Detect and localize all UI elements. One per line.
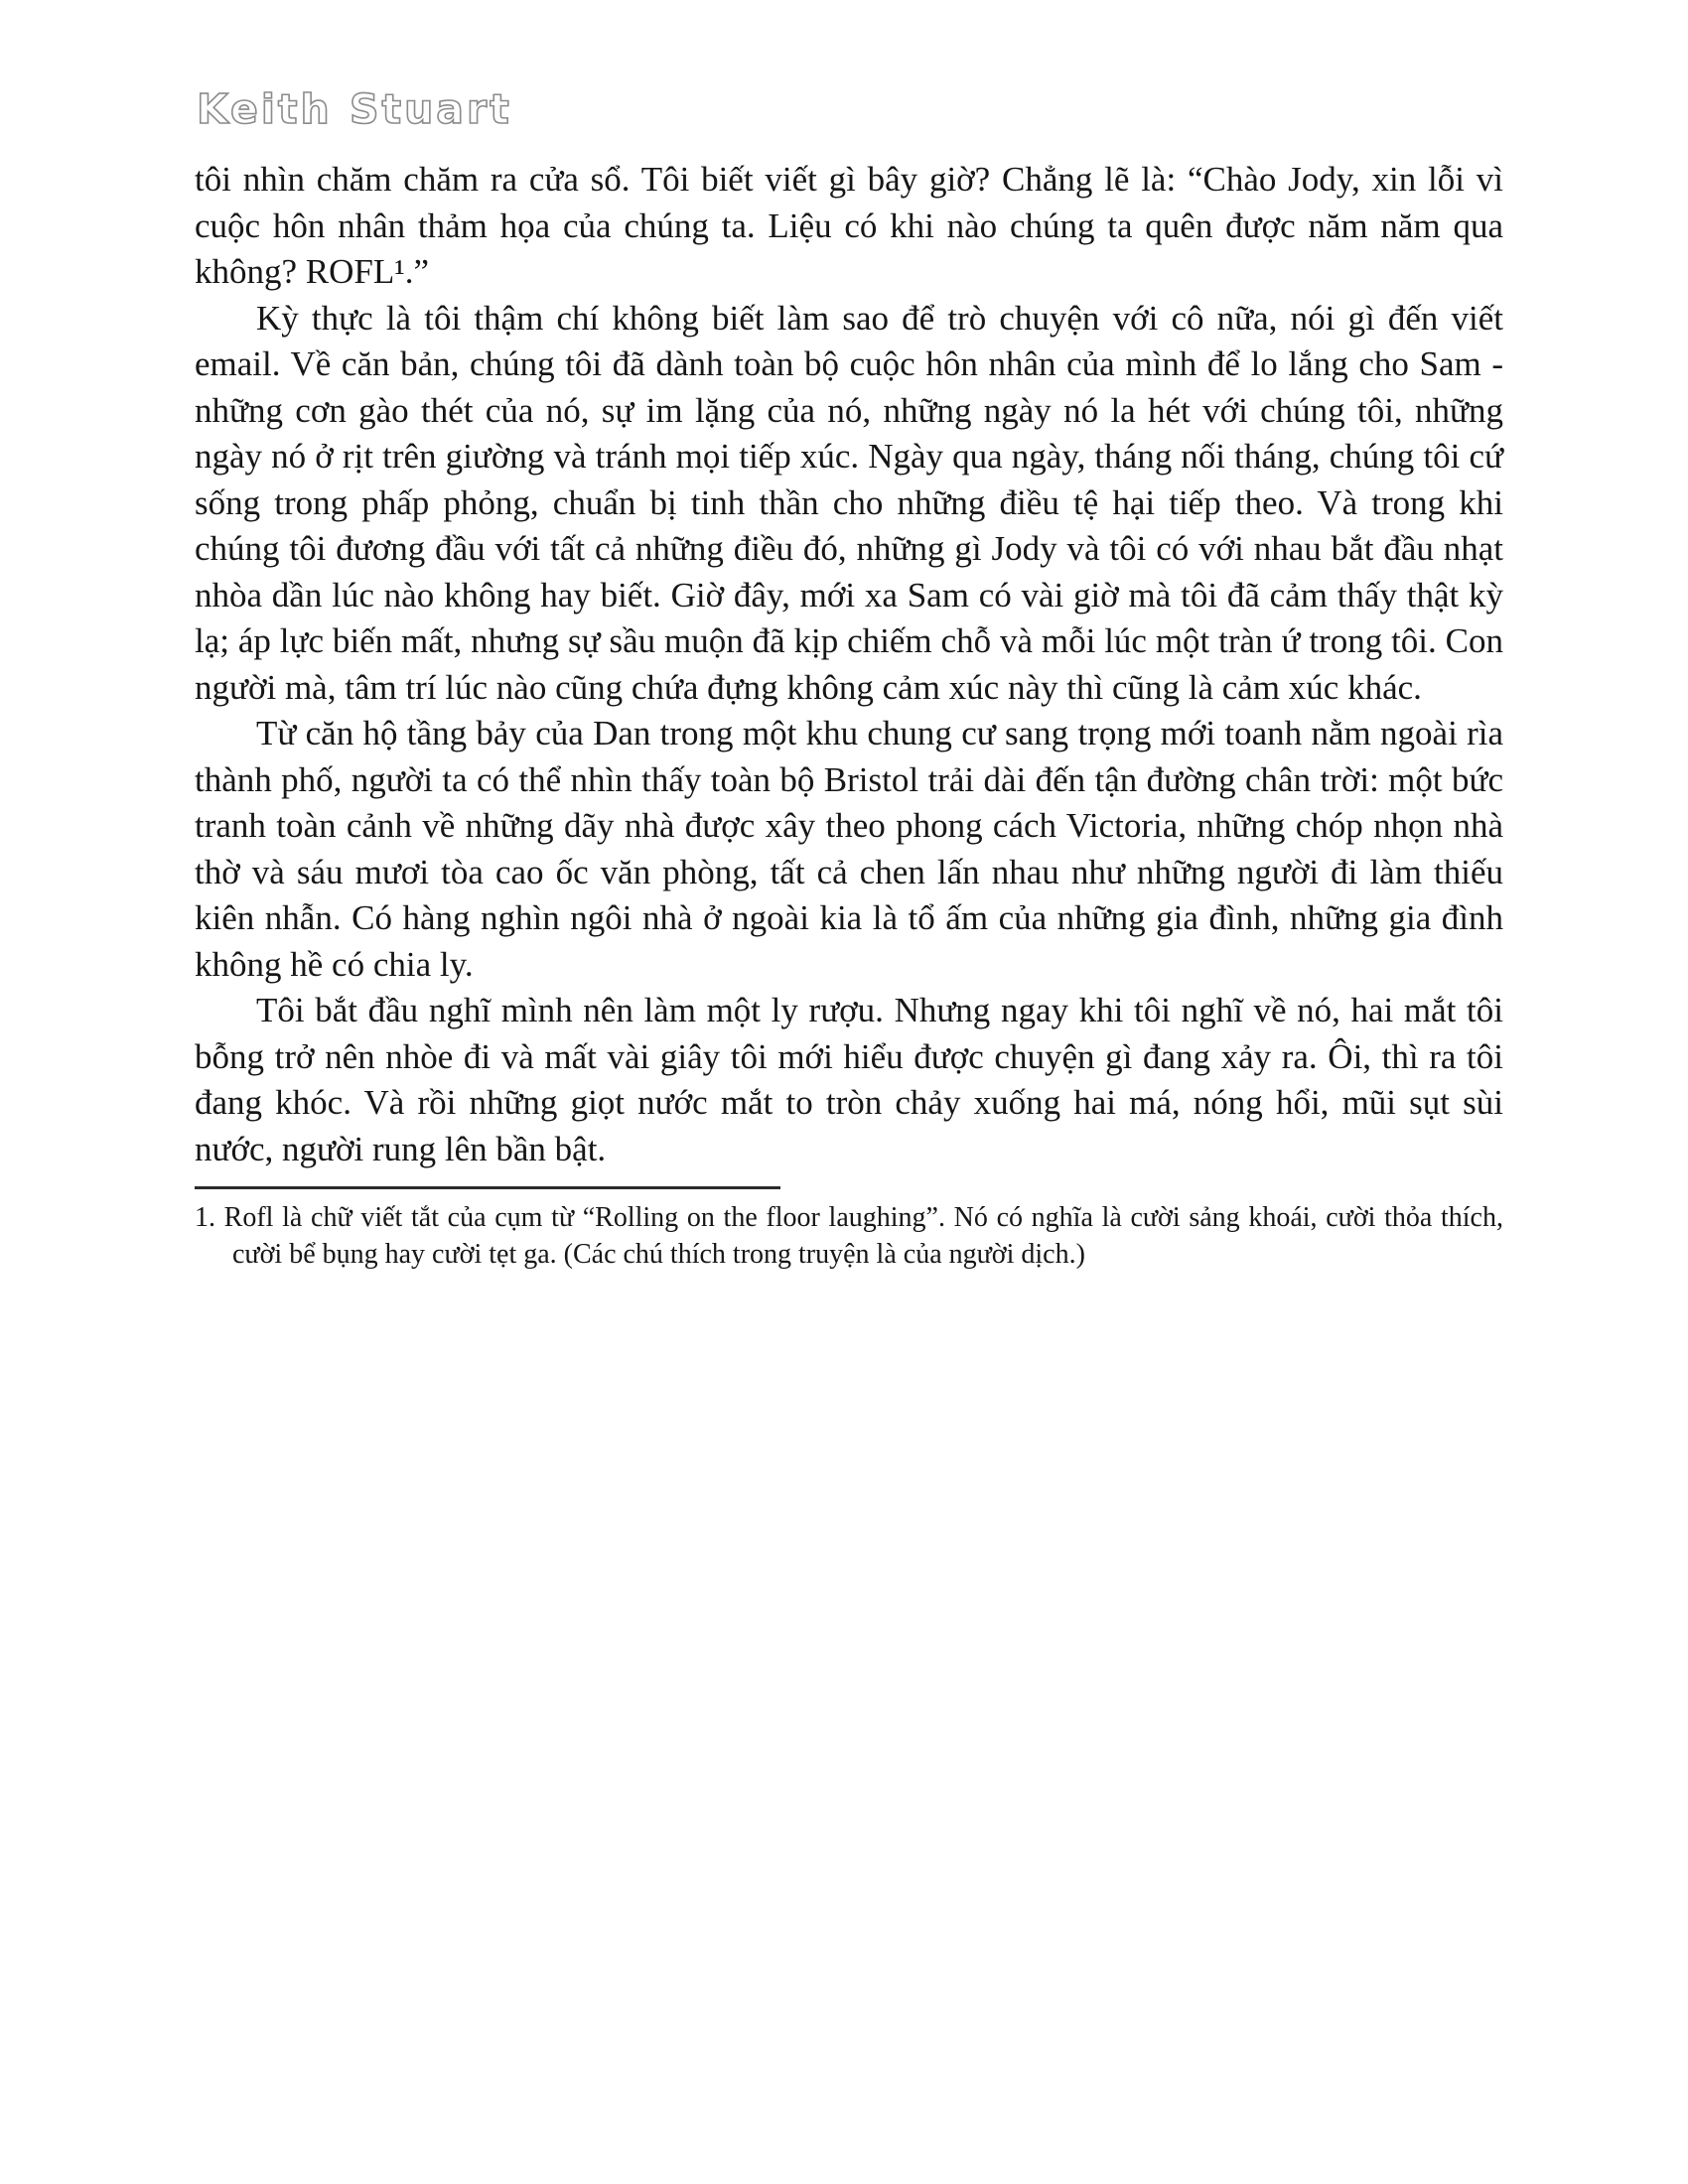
paragraph: Từ căn hộ tầng bảy của Dan trong một khu chung cư sang trọng mới toanh nằm ngoài rìa thành phố, người ta có thể nhìn thấy toàn bộ Bristol trải dài đến tận đường chân trời: một bức tranh toàn cảnh về những dãy nhà được xây theo phong cách Victoria, những chóp nhọn nhà thờ và sáu mươi tòa cao ốc văn phòng, tất cả chen lấn nhau như những người đi làm thiếu kiên nhẫn. Có hàng nghìn ngôi nhà ở ngoài kia là tổ ấm của những gia đình, những gia đình không hề có chia ly. (195, 714, 1503, 984)
paragraph: Tôi bắt đầu nghĩ mình nên làm một ly rượu. Nhưng ngay khi tôi nghĩ về nó, hai mắt tôi bỗng trở nên nhòe đi và mất vài giây tôi mới hiểu được chuyện gì đang xảy ra. Ôi, thì ra tôi đang khóc. Và rồi những giọt nước mắt to tròn chảy xuống hai má, nóng hổi, mũi sụt sùi nước, người rung lên bần bật. (195, 991, 1503, 1168)
footnote: 1. Rofl là chữ viết tắt của cụm từ “Rolling on the floor laughing”. Nó có nghĩa là cười sảng khoái, cười thỏa thích, cười bể bụng hay cười tẹt ga. (Các chú thích trong truyện là của người dịch.) (195, 1202, 1503, 1270)
running-header-author: Keith Stuart (197, 85, 512, 133)
body-text (195, 157, 1503, 1172)
footnote-divider (195, 1186, 780, 1189)
paragraph: tôi nhìn chăm chăm ra cửa sổ. Tôi biết viết gì bây giờ? Chẳng lẽ là: “Chào Jody, xin lỗi vì cuộc hôn nhân thảm họa của chúng ta. Liệu có khi nào chúng ta quên được năm năm qua không? ROFL¹.” (195, 160, 1503, 291)
paragraph: Kỳ thực là tôi thậm chí không biết làm sao để trò chuyện với cô nữa, nói gì đến viết email. Về căn bản, chúng tôi đã dành toàn bộ cuộc hôn nhân của mình để lo lắng cho Sam - những cơn gào thét của nó, sự im lặng của nó, những ngày nó la hét với chúng tôi, những ngày nó ở rịt trên giường và tránh mọi tiếp xúc. Ngày qua ngày, tháng nối tháng, chúng tôi cứ sống trong phấp phỏng, chuẩn bị tinh thần cho những điều tệ hại tiếp theo. Và trong khi chúng tôi đương đầu với tất cả những điều đó, những gì Jody và tôi có với nhau bắt đầu nhạt nhòa dần lúc nào không hay biết. Giờ đây, mới xa Sam có vài giờ mà tôi đã cảm thấy thật kỳ lạ; áp lực biến mất, nhưng sự sầu muộn đã kịp chiếm chỗ và mỗi lúc một tràn ứ trong tôi. Con người mà, tâm trí lúc nào cũng chứa đựng không cảm xúc này thì cũng là cảm xúc khác. (195, 298, 1503, 707)
